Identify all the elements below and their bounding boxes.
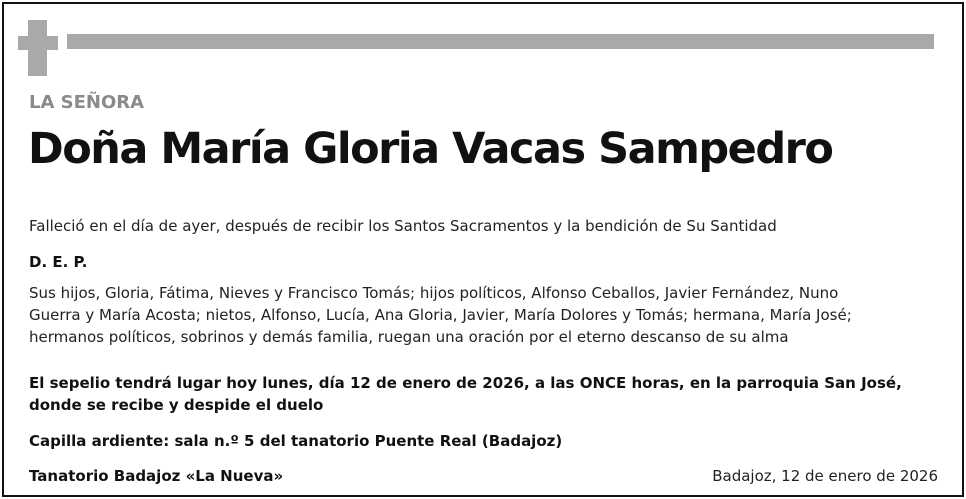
family-paragraph	[29, 282, 939, 348]
burial-line: El sepelio tendrá lugar hoy lunes, día 12 de enero de 2026, a las ONCE horas, en la parroquia San José,	[29, 374, 902, 392]
header-rule	[67, 34, 934, 49]
place-date: Badajoz, 12 de enero de 2026	[712, 467, 938, 485]
funeral-home: Tanatorio Badajoz «La Nueva»	[29, 467, 284, 485]
obituary-card	[2, 2, 964, 497]
passing-statement: Falleció en el día de ayer, después de recibir los Santos Sacramentos y la bendición de Su Santidad	[29, 217, 777, 235]
family-line: hermanos políticos, sobrinos y demás familia, ruegan una oración por el eterno descanso de su alma	[29, 328, 789, 346]
deceased-name: Doña María Gloria Vacas Sampedro	[28, 124, 833, 174]
family-line: Guerra y María Acosta; nietos, Alfonso, Lucía, Ana Gloria, Javier, María Dolores y Tomás; hermana, María José;	[29, 306, 852, 324]
family-line: Sus hijos, Gloria, Fátima, Nieves y Francisco Tomás; hijos políticos, Alfonso Ceballos, Javier Fernández, Nuno	[29, 284, 839, 302]
intro-title: LA SEÑORA	[29, 92, 145, 113]
chapel-info: Capilla ardiente: sala n.º 5 del tanatorio Puente Real (Badajoz)	[29, 432, 563, 450]
cross-icon	[18, 20, 58, 76]
burial-line: donde se recibe y despide el duelo	[29, 396, 324, 414]
burial-paragraph	[29, 372, 939, 416]
dep-label: D. E. P.	[29, 253, 88, 271]
